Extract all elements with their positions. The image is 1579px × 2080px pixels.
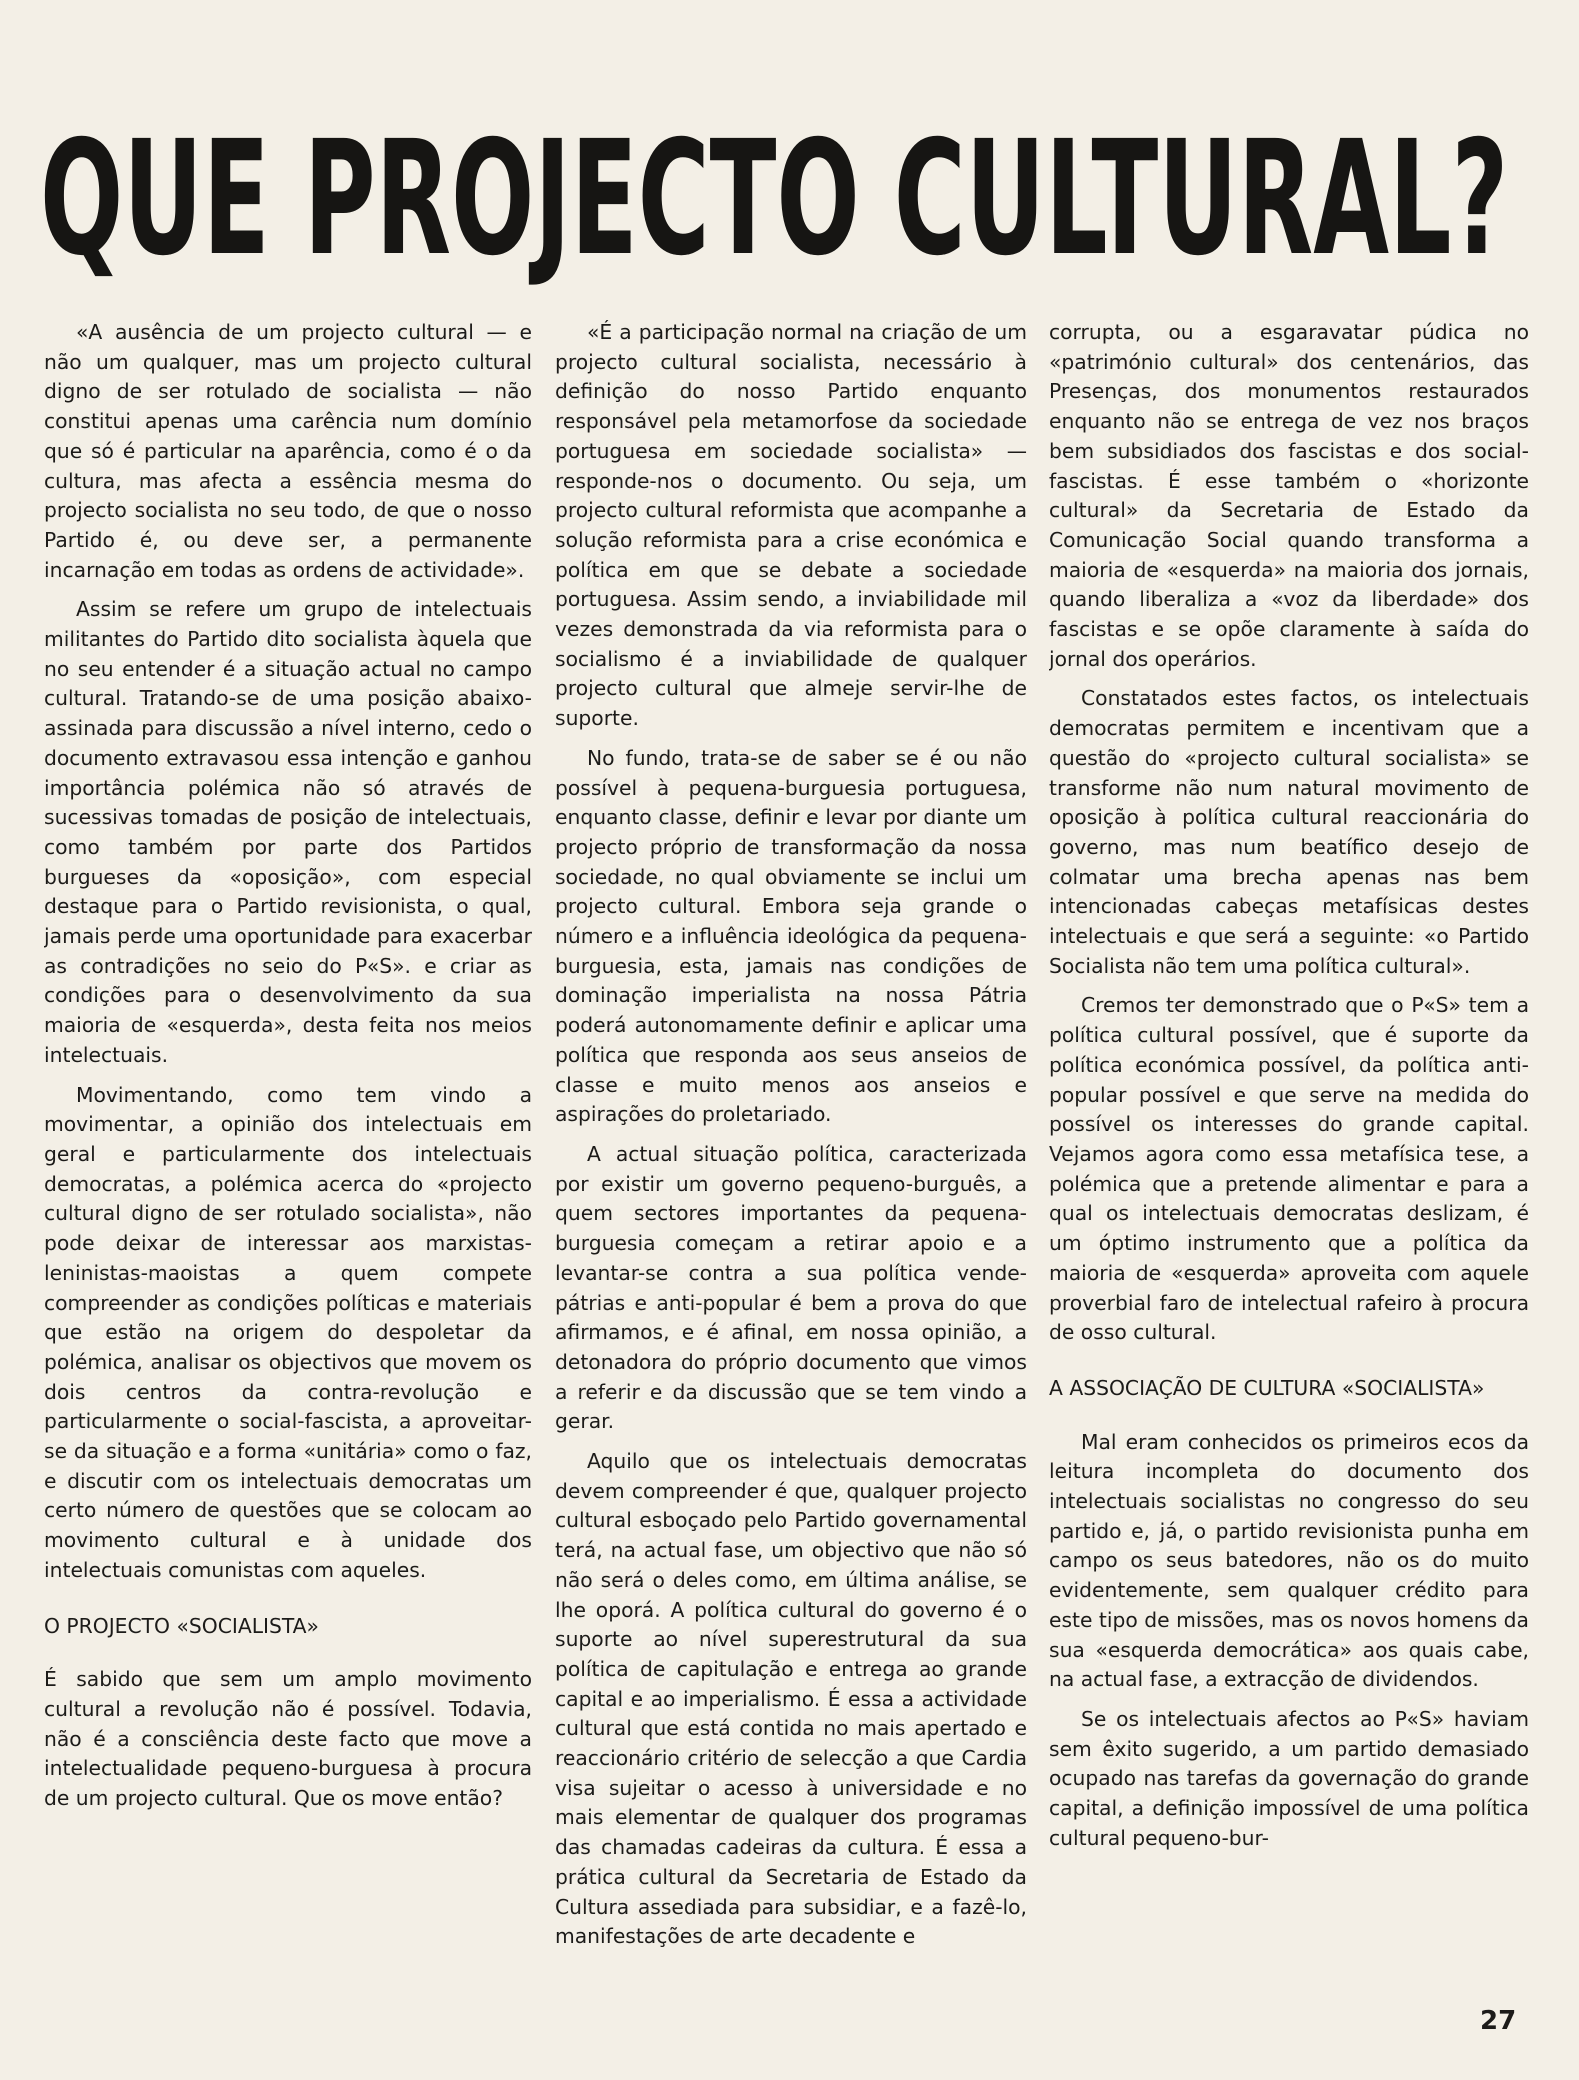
- article-title: QUE PROJECTO CULTURAL?: [40, 107, 1509, 291]
- paragraph: Assim se refere um grupo de intelectuais militantes do Partido dito socialista àquela que no seu entender é a situação actual no campo cultural. Tratando-se de uma posição abaixo-assinada para discussão a nível interno, cedo o documento extravasou essa intenção e ganhou importância polémica não só através de sucessivas tomadas de posição de intelectuais, como também por parte dos Partidos burgueses da «oposição», com especial destaque para o Partido revisionista, o qual, jamais perde uma oportunidade para exacerbar as contradições no seio do P«S». e criar as condições para o desenvolvimento da sua maioria de «esquerda», desta feita nos meios intelectuais.: [44, 597, 532, 1067]
- paragraph: «A ausência de um projecto cultural — e não um qualquer, mas um projecto cultural digno de ser rotulado de socialista — não constitui apenas uma carência num domínio que só é particular na aparência, como é o da cultura, mas afecta a essência mesma do projecto socialista no seu todo, de que o nosso Partido é, ou deve ser, a permanente incarnação em todas as ordens de actividade».: [44, 320, 532, 582]
- paragraph: Movimentando, como tem vindo a movimentar, a opinião dos intelectuais em geral e particularmente dos intelectuais democratas, a polémica acerca do «projecto cultural digno de ser rotulado socialista», não pode deixar de interessar aos marxistas-leninistas-maoistas a quem compete compreender as condições políticas e materiais que estão na origem do despoletar da polémica, analisar os objectivos que movem os dois centros da contra-revolução e particularmente o social-fascista, a aproveitar-se da situação e a forma «unitária» como o faz, e discutir com os intelectuais democratas um certo número de questões que se colocam ao movimento cultural e à unidade dos intelectuais comunistas com aqueles.: [44, 1082, 532, 1582]
- paragraph: Mal eram conhecidos os primeiros ecos da leitura incompleta do documento dos intelectuais socialistas no congresso do seu partido e, já, o partido revisionista punha em campo os seus batedores, não os do muito evidentemente, sem qualquer crédito para este tipo de missões, mas os novos homens da sua «esquerda democrática» aos quais cabe, na actual fase, a extracção de dividendos.: [1049, 1429, 1529, 1692]
- text-column-1: [44, 318, 532, 1978]
- paragraph: No fundo, trata-se de saber se é ou não possível à pequena-burguesia portuguesa, enquanto classe, definir e levar por diante um projecto próprio de transformação da nossa sociedade, no qual obviamente se inclui um projecto cultural. Embora seja grande o número e a influência ideológica da pequena-burguesia, esta, jamais nas condições de dominação imperialista na nossa Pátria poderá autonomamente definir e aplicar uma política que responda aos seus anseios de classe e muito menos aos anseios e aspirações do proletariado.: [555, 745, 1027, 1127]
- section-heading: O PROJECTO «SOCIALISTA»: [44, 1613, 319, 1638]
- text-column-2: [555, 318, 1027, 1978]
- paragraph: É sabido que sem um amplo movimento cultural a revolução não é possível. Todavia, não é a consciência deste facto que move a intelectualidade pequeno-burguesa à procura de um projecto cultural. Que os move então?: [44, 1667, 532, 1811]
- paragraph: corrupta, ou a esgaravatar púdica no «património cultural» dos centenários, das Presenças, dos monumentos restaurados enquanto não se entrega de vez nos braços bem subsidiados dos fascistas e dos social-fascistas. É esse também o «horizonte cultural» da Secretaria de Estado da Comunicação Social quando transforma a maioria de «esquerda» na maioria dos jornais, quando liberaliza a «voz da liberdade» dos fascistas e se opõe claramente à saída do jornal dos operários.: [1049, 320, 1529, 671]
- paragraph: Se os intelectuais afectos ao P«S» haviam sem êxito sugerido, a um partido demasiado ocupado nas tarefas da governação do grande capital, a definição impossível de uma política cultural pequeno-bur-: [1049, 1706, 1529, 1850]
- paragraph: Constatados estes factos, os intelectuais democratas permitem e incentivam que a questão do «projecto cultural socialista» se transforme não num natural movimento de oposição à política cultural reaccionária do governo, mas num beatífico desejo de colmatar uma brecha apenas nas bem intencionadas cabeças metafísicas destes intelectuais e que será a seguinte: «o Partido Socialista não tem uma política cultural».: [1049, 686, 1529, 978]
- paragraph: Cremos ter demonstrado que o P«S» tem a política cultural possível, que é suporte da política económica possível, da política anti-popular possível e que serve na medida do possível os interesses do grande capital. Vejamos agora como essa metafísica tese, a polémica que a pretende alimentar e para a qual os intelectuais democratas deslizam, é um óptimo instrumento que a política da maioria de «esquerda» aproveita com aquele proverbial faro de intelectual rafeiro à procura de osso cultural.: [1049, 993, 1529, 1345]
- paragraph: «É a participação normal na criação de um projecto cultural socialista, necessário à definição do nosso Partido enquanto responsável pela metamorfose da sociedade portuguesa em sociedade socialista» — responde-nos o documento. Ou seja, um projecto cultural reformista que acompanhe a solução reformista para a crise económica e política em que se debate a sociedade portuguesa. Assim sendo, a inviabilidade mil vezes demonstrada da via reformista para o socialismo é a inviabilidade de qualquer projecto cultural que almeje servir-lhe de suporte.: [555, 320, 1027, 731]
- paragraph: A actual situação política, caracterizada por existir um governo pequeno-burguês, a quem sectores importantes da pequena-burguesia começam a retirar apoio e a levantar-se contra a sua política vende-pátrias e anti-popular é bem a prova do que afirmamos, e é afinal, em nossa opinião, a detonadora do próprio documento que vimos a referir e da discussão que se tem vindo a gerar.: [555, 1141, 1027, 1434]
- paragraph: Aquilo que os intelectuais democratas devem compreender é que, qualquer projecto cultural esboçado pelo Partido governamental terá, na actual fase, um objectivo que não só não será o deles como, em última análise, se lhe oporá. A política cultural do governo é o suporte ao nível superestrutural da sua política de capitulação e entrega ao grande capital e ao imperialismo. É essa a actividade cultural que está contida no mais apertado e reaccionário critério de selecção a que Cardia visa sujeitar o acesso à universidade e no mais elementar de qualquer dos programas das chamadas cadeiras da cultura. É essa a prática cultural da Secretaria de Estado da Cultura assediada para subsidiar, e a fazê-lo, manifestações de arte decadente e: [555, 1449, 1027, 1949]
- page-number: 27: [1480, 2006, 1517, 2036]
- section-heading: A ASSOCIAÇÃO DE CULTURA «SOCIALISTA»: [1049, 1375, 1485, 1400]
- text-column-3: [1049, 318, 1529, 1978]
